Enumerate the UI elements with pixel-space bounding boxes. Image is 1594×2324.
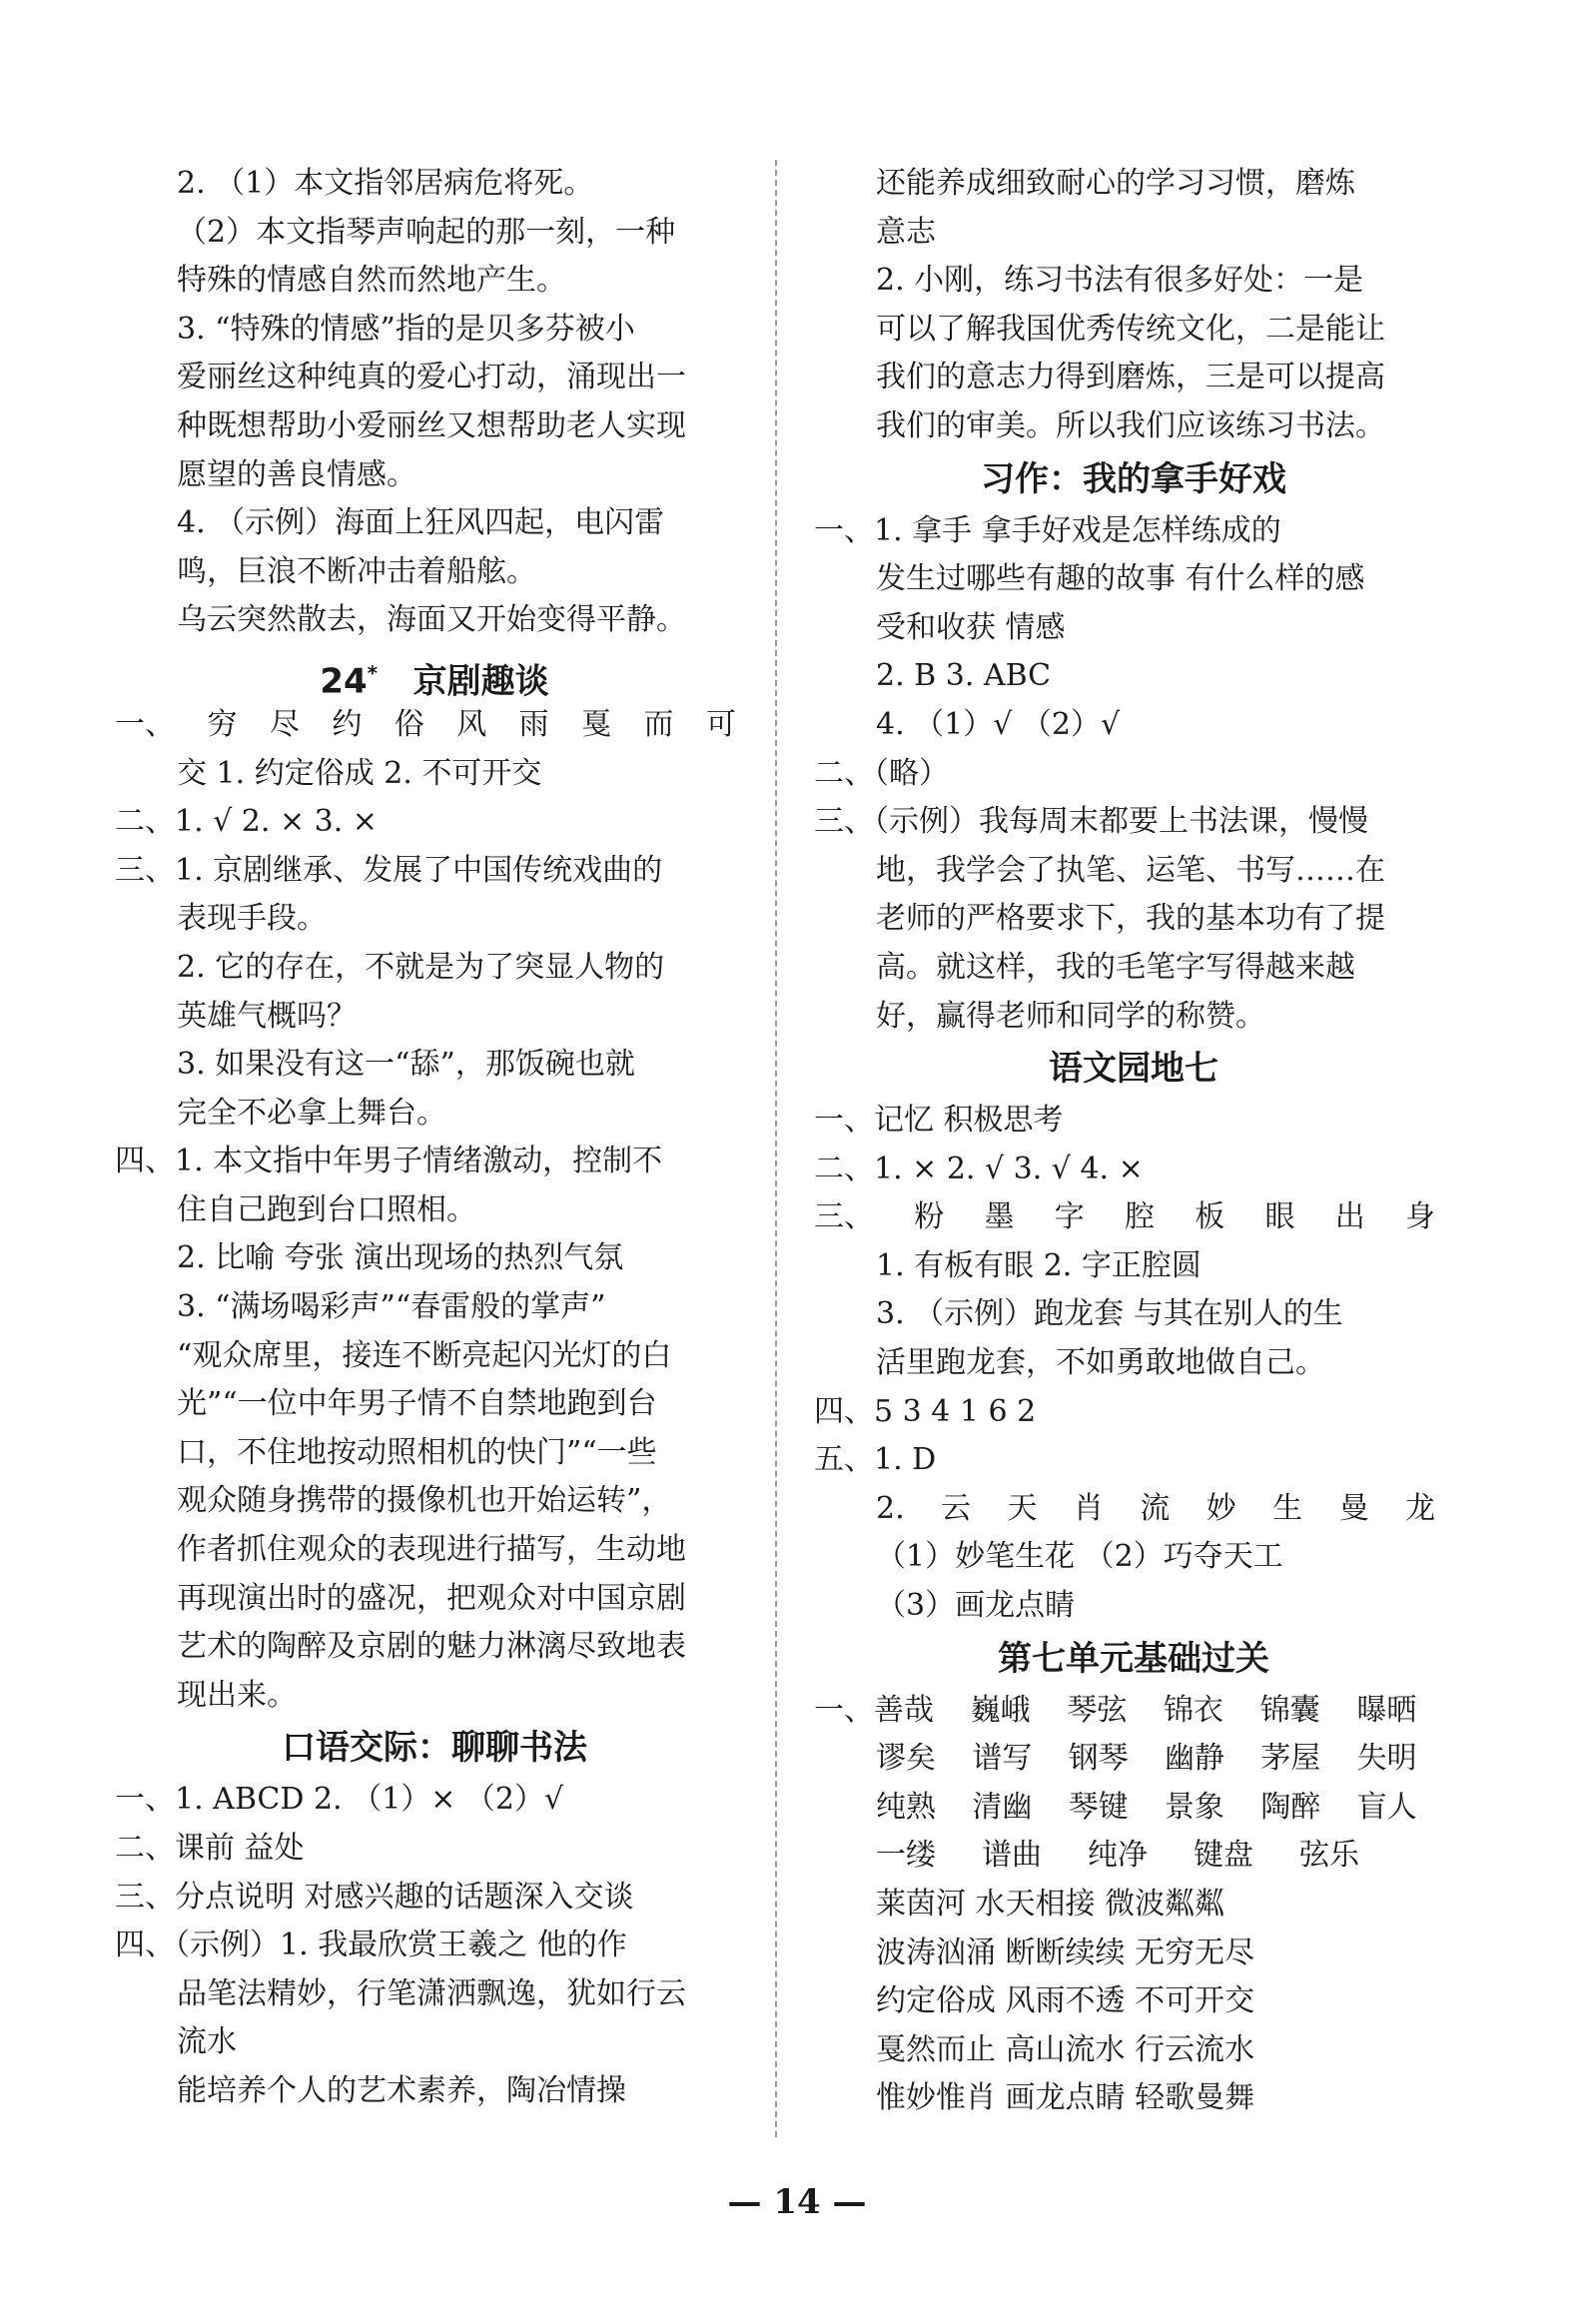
answer-line: 活里跑龙套，不如勇敢地做自己。 <box>876 1345 1325 1381</box>
answer-line: 三、1. 京剧继承、发展了中国传统戏曲的 <box>115 852 663 888</box>
answer-line: 二、课前 益处 <box>115 1831 305 1866</box>
answer-line: 表现手段。 <box>177 901 327 937</box>
answer-line: 二、1. √ 2. × 3. × <box>115 804 378 840</box>
answer-line: 2. （1）本文指邻居病危将死。 <box>177 166 594 201</box>
answer-line: 一、记忆 积极思考 <box>814 1103 1064 1139</box>
word: 弦乐 <box>1299 1838 1359 1874</box>
section-prefix: 一、 <box>814 1692 874 1728</box>
word: 善哉 <box>874 1692 934 1728</box>
answer-line: 3. “满场喝彩声”“春雷般的掌声” <box>177 1289 606 1325</box>
word: 锦衣 <box>1164 1692 1224 1728</box>
section-heading-unit7: 第七单元基础过关 <box>998 1638 1269 1679</box>
answer-line: 好，赢得老师和同学的称赞。 <box>876 998 1265 1034</box>
answer-line: 意志 <box>876 214 936 250</box>
word: 纯熟 <box>876 1789 936 1825</box>
pinyin-char: 雨 <box>518 706 549 742</box>
word-row <box>814 1784 1453 1833</box>
answer-line: 再现演出时的盛况，把观众对中国京剧 <box>177 1580 686 1616</box>
word: 盲人 <box>1356 1789 1417 1825</box>
answer-line: 还能养成细致耐心的学习习惯，磨炼 <box>876 166 1355 201</box>
answer-line: “观众席里，接连不断亮起闪光灯的白 <box>177 1337 672 1373</box>
answer-line: 2. 小刚，练习书法有很多好处：一是 <box>876 263 1364 299</box>
section-heading-yuandi: 语文园地七 <box>1049 1049 1218 1090</box>
answer-line: 品笔法精妙，行笔潇洒飘逸，犹如行云 <box>177 1975 686 2011</box>
answer-line: 4. （示例）海面上狂风四起，电闪雷 <box>177 505 665 541</box>
pinyin-char: 流 <box>1140 1490 1171 1526</box>
answer-line: 2. 比喻 夸张 演出现场的热烈气氛 <box>177 1240 624 1276</box>
answer-line: 戛然而止 高山流水 行云流水 <box>876 2031 1255 2067</box>
word-row <box>814 1832 1453 1881</box>
answer-line-chars <box>814 1485 1453 1534</box>
pinyin-char: 风 <box>456 706 487 742</box>
answer-line: 3. 如果没有这一“舔”，那饭碗也就 <box>177 1047 635 1083</box>
pinyin-char: 可 <box>705 706 736 742</box>
answer-line-chars <box>115 701 754 750</box>
word: 清幽 <box>972 1789 1033 1825</box>
answer-line: 老师的严格要求下，我的基本功有了提 <box>876 901 1385 937</box>
word: 巍峨 <box>970 1692 1031 1728</box>
word: 失明 <box>1356 1741 1417 1777</box>
answer-line: （2）本文指琴声响起的那一刻，一种 <box>177 214 676 250</box>
column-divider <box>775 160 777 2137</box>
section-prefix: 一、 <box>115 706 175 742</box>
word: 钢琴 <box>1068 1741 1129 1777</box>
answer-line: 2. B 3. ABC <box>876 658 1052 694</box>
answer-line: 观众随身携带的摄像机也开始运转”， <box>177 1483 672 1519</box>
answer-line: 四、（示例）1. 我最欣赏王羲之 他的作 <box>115 1928 627 1963</box>
answer-line: 我们的意志力得到磨炼，三是可以提高 <box>876 360 1385 395</box>
word: 谬矣 <box>876 1741 936 1777</box>
word: 键盘 <box>1194 1838 1253 1874</box>
pinyin-char: 墨 <box>984 1199 1015 1235</box>
section-heading-xizuo: 习作：我的拿手好戏 <box>981 458 1286 499</box>
answer-line: 受和收获 情感 <box>876 609 1066 645</box>
answer-line: 莱茵河 水天相接 微波粼粼 <box>876 1887 1225 1922</box>
pinyin-char: 生 <box>1272 1490 1303 1526</box>
answer-line: 3. “特殊的情感”指的是贝多芬被小 <box>177 311 635 347</box>
answer-line: 1. 有板有眼 2. 字正腔圆 <box>876 1247 1201 1283</box>
pinyin-char: 约 <box>332 706 363 742</box>
word: 琴键 <box>1068 1789 1129 1825</box>
pinyin-char: 穷 <box>207 706 238 742</box>
pinyin-char: 俗 <box>394 706 424 742</box>
answer-line: 发生过哪些有趣的故事 有什么样的感 <box>876 561 1365 597</box>
page-number: — 14 — <box>727 2182 867 2222</box>
answer-line: 四、1. 本文指中年男子情绪激动，控制不 <box>115 1144 663 1179</box>
word: 陶醉 <box>1260 1789 1321 1825</box>
section-prefix: 三、 <box>814 1199 874 1235</box>
pinyin-char: 腔 <box>1125 1199 1155 1235</box>
word: 幽静 <box>1164 1741 1224 1777</box>
answer-line: 光”“一位中年男子情不自禁地跑到台 <box>177 1386 657 1422</box>
word-row <box>814 1687 1453 1736</box>
lesson-star: * <box>367 660 379 685</box>
pinyin-char: 肖 <box>1073 1490 1104 1526</box>
answer-line-chars <box>814 1193 1453 1242</box>
word: 景象 <box>1164 1789 1224 1825</box>
pinyin-char: 妙 <box>1205 1490 1236 1526</box>
answer-line: 能培养个人的艺术素养，陶冶情操 <box>177 2072 626 2108</box>
section-heading-shufa: 口语交际：聊聊书法 <box>282 1728 587 1769</box>
answer-line: 住自己跑到台口照相。 <box>177 1191 476 1227</box>
answer-line: 四、5 3 4 1 6 2 <box>814 1393 1037 1429</box>
pinyin-char: 云 <box>941 1490 972 1526</box>
right-column <box>814 160 1453 2123</box>
word: 曝晒 <box>1356 1692 1417 1728</box>
answer-line: 鸣，巨浪不断冲击着船舷。 <box>177 553 536 589</box>
pinyin-char: 身 <box>1405 1199 1435 1235</box>
answer-line: 地，我学会了执笔、运笔、书写……在 <box>876 852 1385 888</box>
answer-line: 约定俗成 风雨不透 不可开交 <box>876 1983 1255 2019</box>
answer-line: 交 1. 约定俗成 2. 不可开交 <box>177 755 542 791</box>
answer-line: 现出来。 <box>177 1677 297 1713</box>
answer-line: （1）妙笔生花 （2）巧夺天工 <box>876 1539 1283 1575</box>
answer-line: 英雄气概吗？ <box>177 998 357 1034</box>
answer-line: 高。就这样，我的毛笔字写得越来越 <box>876 949 1355 985</box>
answer-line: 二、（略） <box>814 755 949 791</box>
answer-line: 一、1. 拿手 拿手好戏是怎样练成的 <box>814 512 1281 548</box>
answer-line: 2. 它的存在，不就是为了突显人物的 <box>177 949 665 985</box>
answer-line: 特殊的情感自然而然地产生。 <box>177 263 566 299</box>
pinyin-char: 板 <box>1195 1199 1225 1235</box>
answer-line: 三、（示例）我每周末都要上书法课，慢慢 <box>814 804 1368 840</box>
answer-line: 流水 <box>177 2024 237 2060</box>
answer-line: 3. （示例）跑龙套 与其在别人的生 <box>876 1296 1343 1332</box>
answer-line: 一、1. ABCD 2. （1）× （2）√ <box>115 1782 564 1818</box>
pinyin-char: 眼 <box>1264 1199 1295 1235</box>
answer-line: 惟妙惟肖 画龙点睛 轻歌曼舞 <box>876 2080 1255 2116</box>
item-prefix: 2. <box>876 1490 905 1526</box>
answer-line: 爱丽丝这种纯真的爱心打动，涌现出一 <box>177 360 686 395</box>
answer-line: 二、1. × 2. √ 3. √ 4. × <box>814 1151 1144 1186</box>
left-column <box>115 160 754 2116</box>
answer-line: 波涛汹涌 断断续续 无穷无尽 <box>876 1935 1255 1970</box>
pinyin-char: 天 <box>1007 1490 1038 1526</box>
answer-line: 愿望的善良情感。 <box>177 456 416 492</box>
pinyin-char: 尽 <box>269 706 300 742</box>
pinyin-char: 戛 <box>581 706 612 742</box>
word: 谱曲 <box>982 1838 1042 1874</box>
answer-line: 4. （1）√ （2）√ <box>876 706 1121 742</box>
answer-line: 种既想帮助小爱丽丝又想帮助老人实现 <box>177 407 686 443</box>
word: 茅屋 <box>1260 1741 1321 1777</box>
lesson-number: 24 <box>320 661 368 702</box>
pinyin-char: 字 <box>1054 1199 1085 1235</box>
word-row <box>814 1735 1453 1784</box>
word: 谱写 <box>972 1741 1033 1777</box>
word: 锦囊 <box>1259 1692 1320 1728</box>
answer-line: 乌云突然散去，海面又开始变得平静。 <box>177 602 686 638</box>
lesson-title: 京剧趣谈 <box>412 661 549 702</box>
answer-line: 作者抓住观众的表现进行描写，生动地 <box>177 1532 686 1568</box>
pinyin-char: 曼 <box>1338 1490 1369 1526</box>
pinyin-char: 而 <box>643 706 674 742</box>
answer-line: （3）画龙点睛 <box>876 1588 1076 1624</box>
pinyin-char: 出 <box>1334 1199 1365 1235</box>
answer-line: 口，不住地按动照相机的快门”“一些 <box>177 1434 657 1470</box>
answer-line: 五、1. D <box>814 1442 937 1478</box>
word: 纯净 <box>1088 1838 1148 1874</box>
answer-line: 艺术的陶醉及京剧的魅力淋漓尽致地表 <box>177 1629 686 1665</box>
pinyin-char: 粉 <box>914 1199 945 1235</box>
answer-line: 可以了解我国优秀传统文化，二是能让 <box>876 311 1385 347</box>
answer-line: 我们的审美。所以我们应该练习书法。 <box>876 407 1385 443</box>
pinyin-char: 龙 <box>1405 1490 1435 1526</box>
word: 一缕 <box>876 1838 936 1874</box>
answer-line: 三、分点说明 对感兴趣的话题深入交谈 <box>115 1879 634 1915</box>
section-heading-jingju <box>115 647 754 702</box>
word: 琴弦 <box>1067 1692 1128 1728</box>
answer-line: 完全不必拿上舞台。 <box>177 1095 446 1131</box>
